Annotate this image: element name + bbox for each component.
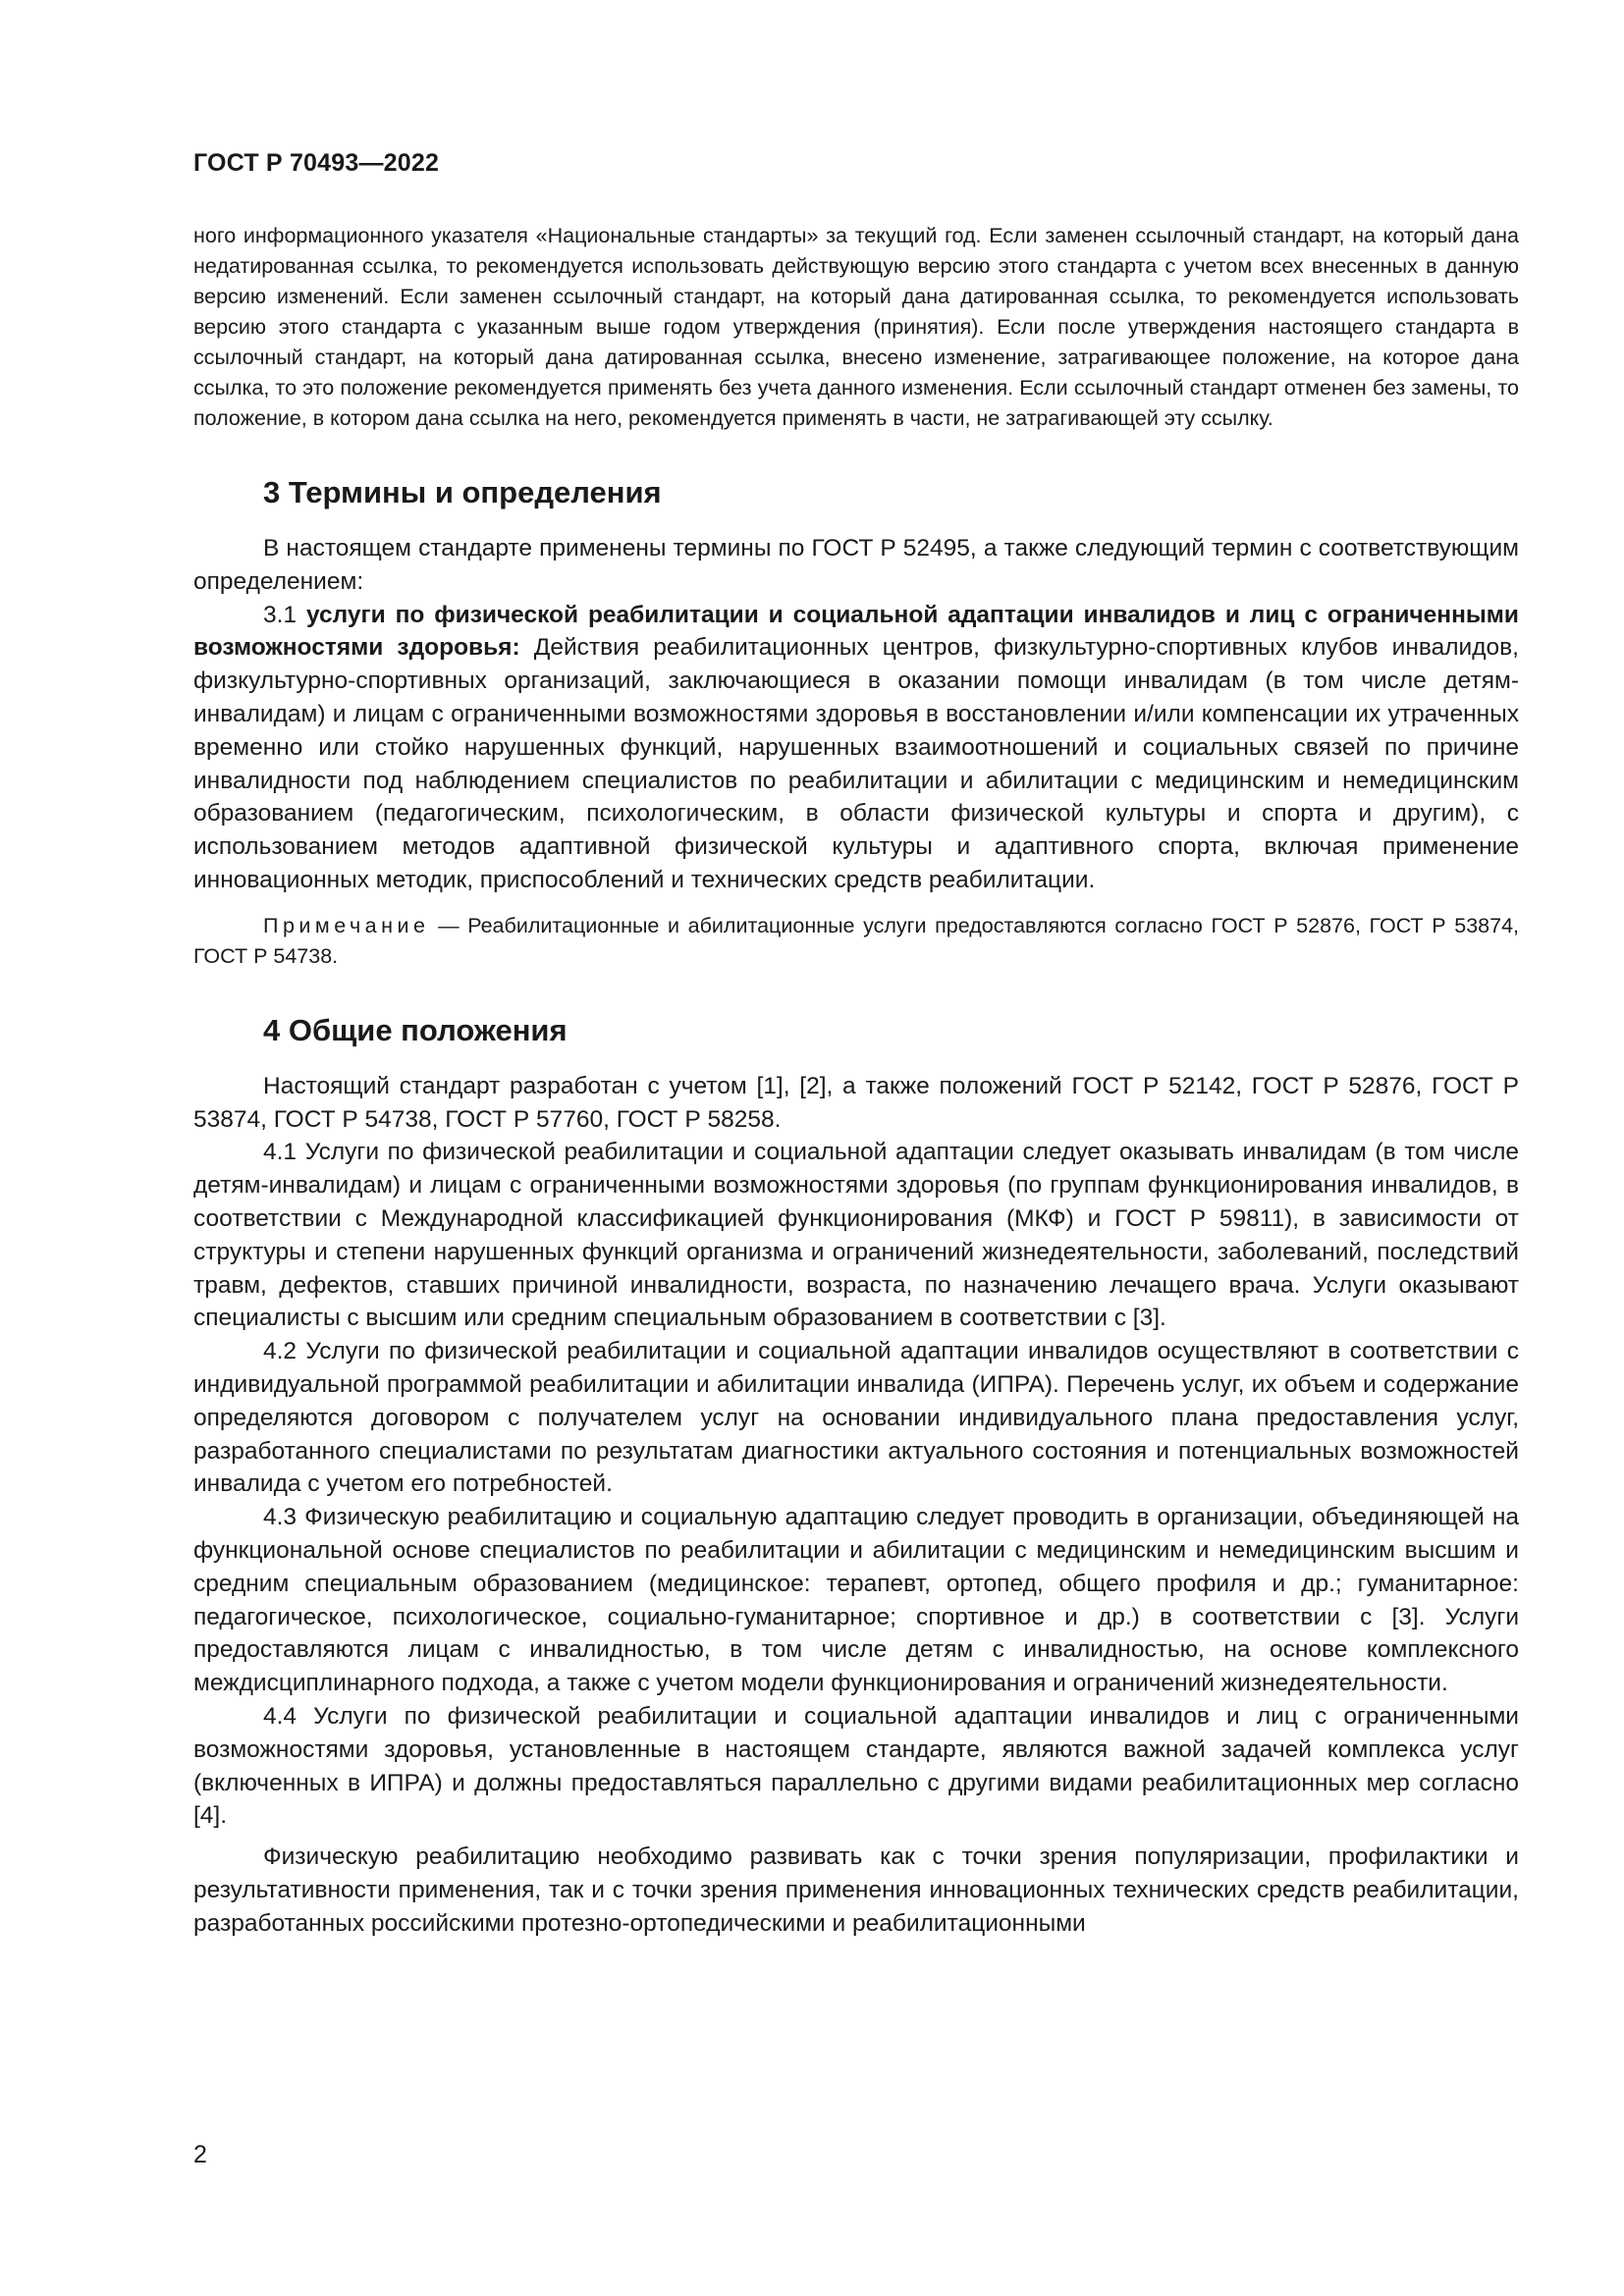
paragraph-4-intro: Настоящий стандарт разработан с учетом [1], [2], а также положений ГОСТ Р 52142, ГОСТ Р 52876, ГОСТ Р 53874, ГОСТ Р 54738, ГОСТ Р 57760, ГОСТ Р 58258.	[193, 1072, 1519, 1133]
document-id-header: ГОСТ Р 70493—2022	[193, 149, 440, 177]
note	[193, 911, 1519, 972]
term-number: 3.1	[263, 601, 298, 628]
section-4-title: 4 Общие положения	[263, 1012, 568, 1047]
term-name: услуги по физической реабилитации и социальной адаптации инвалидов и лиц с ограниченными возможностями здоровья:	[193, 601, 1519, 662]
paragraph-4-4: 4.4 Услуги по физической реабилитации и социальной адаптации инвалидов и лиц с ограниченными возможностями здоровья, установленные в настоящем стандарте, являются важной задачей комплекса услуг (включенных в ИПРА) и должны предоставляться параллельно с другими видами реабилитационных мер согласно [4].	[193, 1702, 1519, 1830]
intro-paragraph: ного информационного указателя «Национальные стандарты» за текущий год. Если заменен ссылочный стандарт, на который дана недатированная ссылка, то рекомендуется использовать действующую версию этого стандарта с учетом всех внесенных в данную версию изменений. Если заменен ссылочный стандарт, на который дана датированная ссылка, то рекомендуется использовать версию этого стандарта с указанным выше годом утверждения (принятия). Если после утверждения настоящего стандарта в ссылочный стандарт, на который дана датированная ссылка, внесено изменение, затрагивающее положение, на которое дана ссылка, то это положение рекомендуется применять без учета данного изменения. Если ссылочный стандарт отменен без замены, то положение, в котором дана ссылка на него, рекомендуется применять в части, не затрагивающей эту ссылку.	[193, 224, 1519, 430]
note-label: Примечание	[263, 913, 430, 937]
paragraph-4-2: 4.2 Услуги по физической реабилитации и социальной адаптации инвалидов осуществляют в соответствии с индивидуальной программой реабилитации и абилитации инвалида (ИПРА). Перечень услуг, их объем и содержание определяются договором с получателем услуг на основании индивидуального плана предоставления услуг, разработанного специалистами по результатам диагностики актуального состояния и потенциальных возможностей инвалида с учетом его потребностей.	[193, 1338, 1519, 1498]
page-number: 2	[193, 2141, 207, 2168]
term-3-1	[193, 599, 1519, 897]
paragraph-4-1: 4.1 Услуги по физической реабилитации и социальной адаптации следует оказывать инвалидам (в том числе детям-инвалидам) и лицам с ограниченными возможностями здоровья (по группам функционирования инвалидов, в соответствии с Международной классификацией функционирования (МКФ) и ГОСТ Р 59811), в зависимости от структуры и степени нарушенных функций организма и ограничений жизнедеятельности, заболеваний, последствий травм, дефектов, ставших причиной инвалидности, возраста, по назначению лечащего врача. Услуги оказывают специалисты с высшим или средним специальным образованием в соответствии с [3].	[193, 1139, 1519, 1332]
paragraph-4-3: 4.3 Физическую реабилитацию и социальную адаптацию следует проводить в организации, объединяющей на функциональной основе специалистов по реабилитации и абилитации с медицинским и немедицинским высшим и средним специальным образованием (медицинское: терапевт, ортопед, общего профиля и др.; гуманитарное: педагогическое, психологическое, социально-гуманитарное; спортивное и др.) в соответствии с [3]. Услуги предоставляются лицам с инвалидностью, в том числе детям с инвалидностью, на основе комплексного междисциплинарного подхода, а также с учетом модели функционирования и ограничений жизнедеятельности.	[193, 1504, 1519, 1697]
note-text: — Реабилитационные и абилитационные услуги предоставляются согласно ГОСТ Р 52876, ГОСТ Р 53874, ГОСТ Р 54738.	[193, 913, 1519, 968]
document-body	[193, 221, 1519, 1940]
term-definition: Действия реабилитационных центров, физкультурно-спортивных клубов инвалидов, физкультурно-спортивных организаций, заключающиеся в оказании помощи инвалидам (в том числе детям-инвалидам) и лицам с ограниченными возможностями здоровья в восстановлении и/или компенсации их утраченных временно или стойко нарушенных функций, нарушенных взаимоотношений и социальных связей по причине инвалидности под наблюдением специалистов по реабилитации и абилитации с медицинским и немедицинским образованием (педагогическим, психологическим, в области физической культуры и спорта и другим), с использованием методов адаптивной физической культуры и адаптивного спорта, включая применение инновационных методик, приспособлений и технических средств реабилитации.	[193, 634, 1519, 893]
paragraph-4-continued: Физическую реабилитацию необходимо развивать как с точки зрения популяризации, профилактики и результативности применения, так и с точки зрения применения инновационных технических средств реабилитации, разработанных российскими протезно-ортопедическими и реабилитационными	[193, 1843, 1519, 1937]
section-3-lead: В настоящем стандарте применены термины по ГОСТ Р 52495, а также следующий термин с соответствующим определением:	[193, 535, 1519, 595]
section-3-title: 3 Термины и определения	[263, 475, 662, 509]
